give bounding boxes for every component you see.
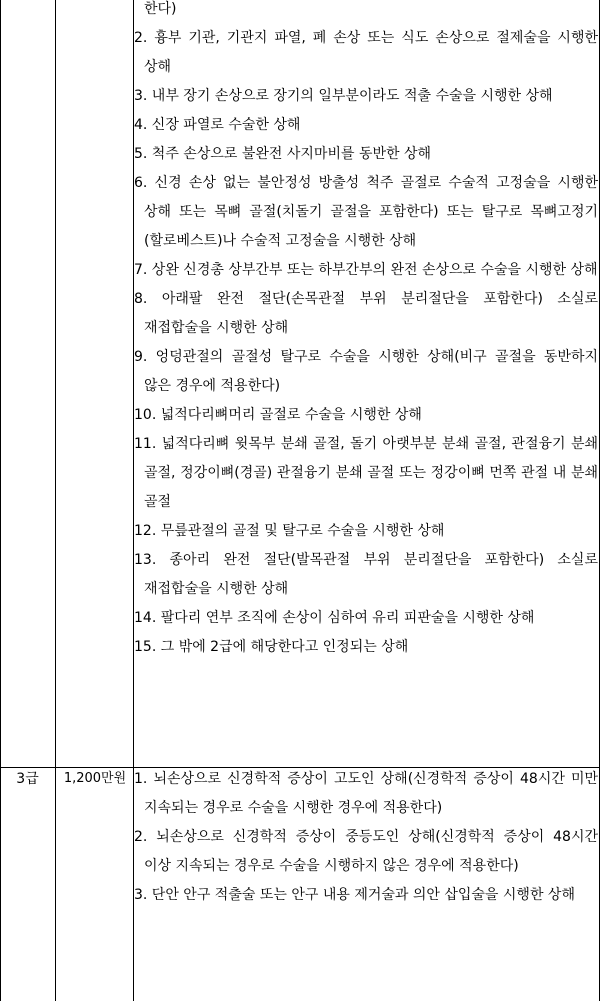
list-item: 1. 뇌손상으로 신경학적 증상이 고도인 상해(신경학적 증상이 48시간 미만 지속되는 경우로 수술을 시행한 경우에 적용한다) (134, 771, 598, 816)
list-item: 10. 넓적다리뼈머리 골절로 수술을 시행한 상해 (134, 407, 422, 423)
list-item: 9. 엉덩관절의 골절성 탈구로 수술을 시행한 상해(비구 골절을 동반하지 않은 경우에 적용한다) (134, 349, 598, 394)
list-item: 7. 상완 신경총 상부간부 또는 하부간부의 완전 손상으로 수술을 시행한 상해 (134, 262, 598, 278)
list-item: 15. 그 밖에 2급에 해당한다고 인정되는 상해 (134, 639, 409, 655)
list-item: 12. 무릎관절의 골절 및 탈구로 수술을 시행한 상해 (134, 523, 445, 539)
amount-cell: 1,200만원 (63, 771, 127, 786)
column-divider-grade (55, 0, 56, 1001)
list-item: 2. 흉부 기관, 기관지 파열, 폐 손상 또는 식도 손상으로 절제술을 시행한 상해 (134, 30, 598, 75)
list-item: 2. 뇌손상으로 신경학적 증상이 중등도인 상해(신경학적 증상이 48시간 이상 지속되는 경우로 수술을 시행하지 않은 경우에 적용한다) (134, 829, 598, 874)
list-item: 3. 내부 장기 손상으로 장기의 일부분이라도 적출 수술을 시행한 상해 (134, 88, 553, 104)
list-item: 11. 넓적다리뼈 윗목부 분쇄 골절, 돌기 아랫부분 분쇄 골절, 관절융기 분쇄 골절, 정강이뼈(경골) 관절융기 분쇄 골절 또는 정강이뼈 먼쪽 관절 내 분쇄 골절 (134, 436, 598, 510)
list-item: 8. 아래팔 완전 절단(손목관절 부위 분리절단을 포함한다) 소실로 재접합술을 시행한 상해 (134, 291, 598, 336)
table-border-left (0, 0, 1, 1001)
grade-3-injury-list (134, 765, 598, 910)
list-item: 3. 단안 안구 적출술 또는 안구 내용 제거술과 의안 삽입술을 시행한 상해 (134, 887, 575, 903)
list-item: 4. 신장 파열로 수술한 상해 (134, 117, 301, 133)
grade-cell: 3급 (16, 771, 39, 787)
list-item: 한다) (144, 1, 177, 17)
list-item: 5. 척주 손상으로 불완전 사지마비를 동반한 상해 (134, 146, 432, 162)
list-item: 6. 신경 손상 없는 불안정성 방출성 척주 골절로 수술적 고정술을 시행한 상해 또는 목뼈 골절(치돌기 골절을 포함한다) 또는 탈구로 목뼈고정기(할로베스트)나 수술적 고정술을 시행한 상해 (134, 175, 598, 249)
grade-2-injury-list (134, 0, 598, 662)
list-item: 13. 종아리 완전 절단(발목관절 부위 분리절단을 포함한다) 소실로 재접합술을 시행한 상해 (134, 552, 598, 597)
list-item: 14. 팔다리 연부 조직에 손상이 심하여 유리 피판술을 시행한 상해 (134, 610, 535, 626)
